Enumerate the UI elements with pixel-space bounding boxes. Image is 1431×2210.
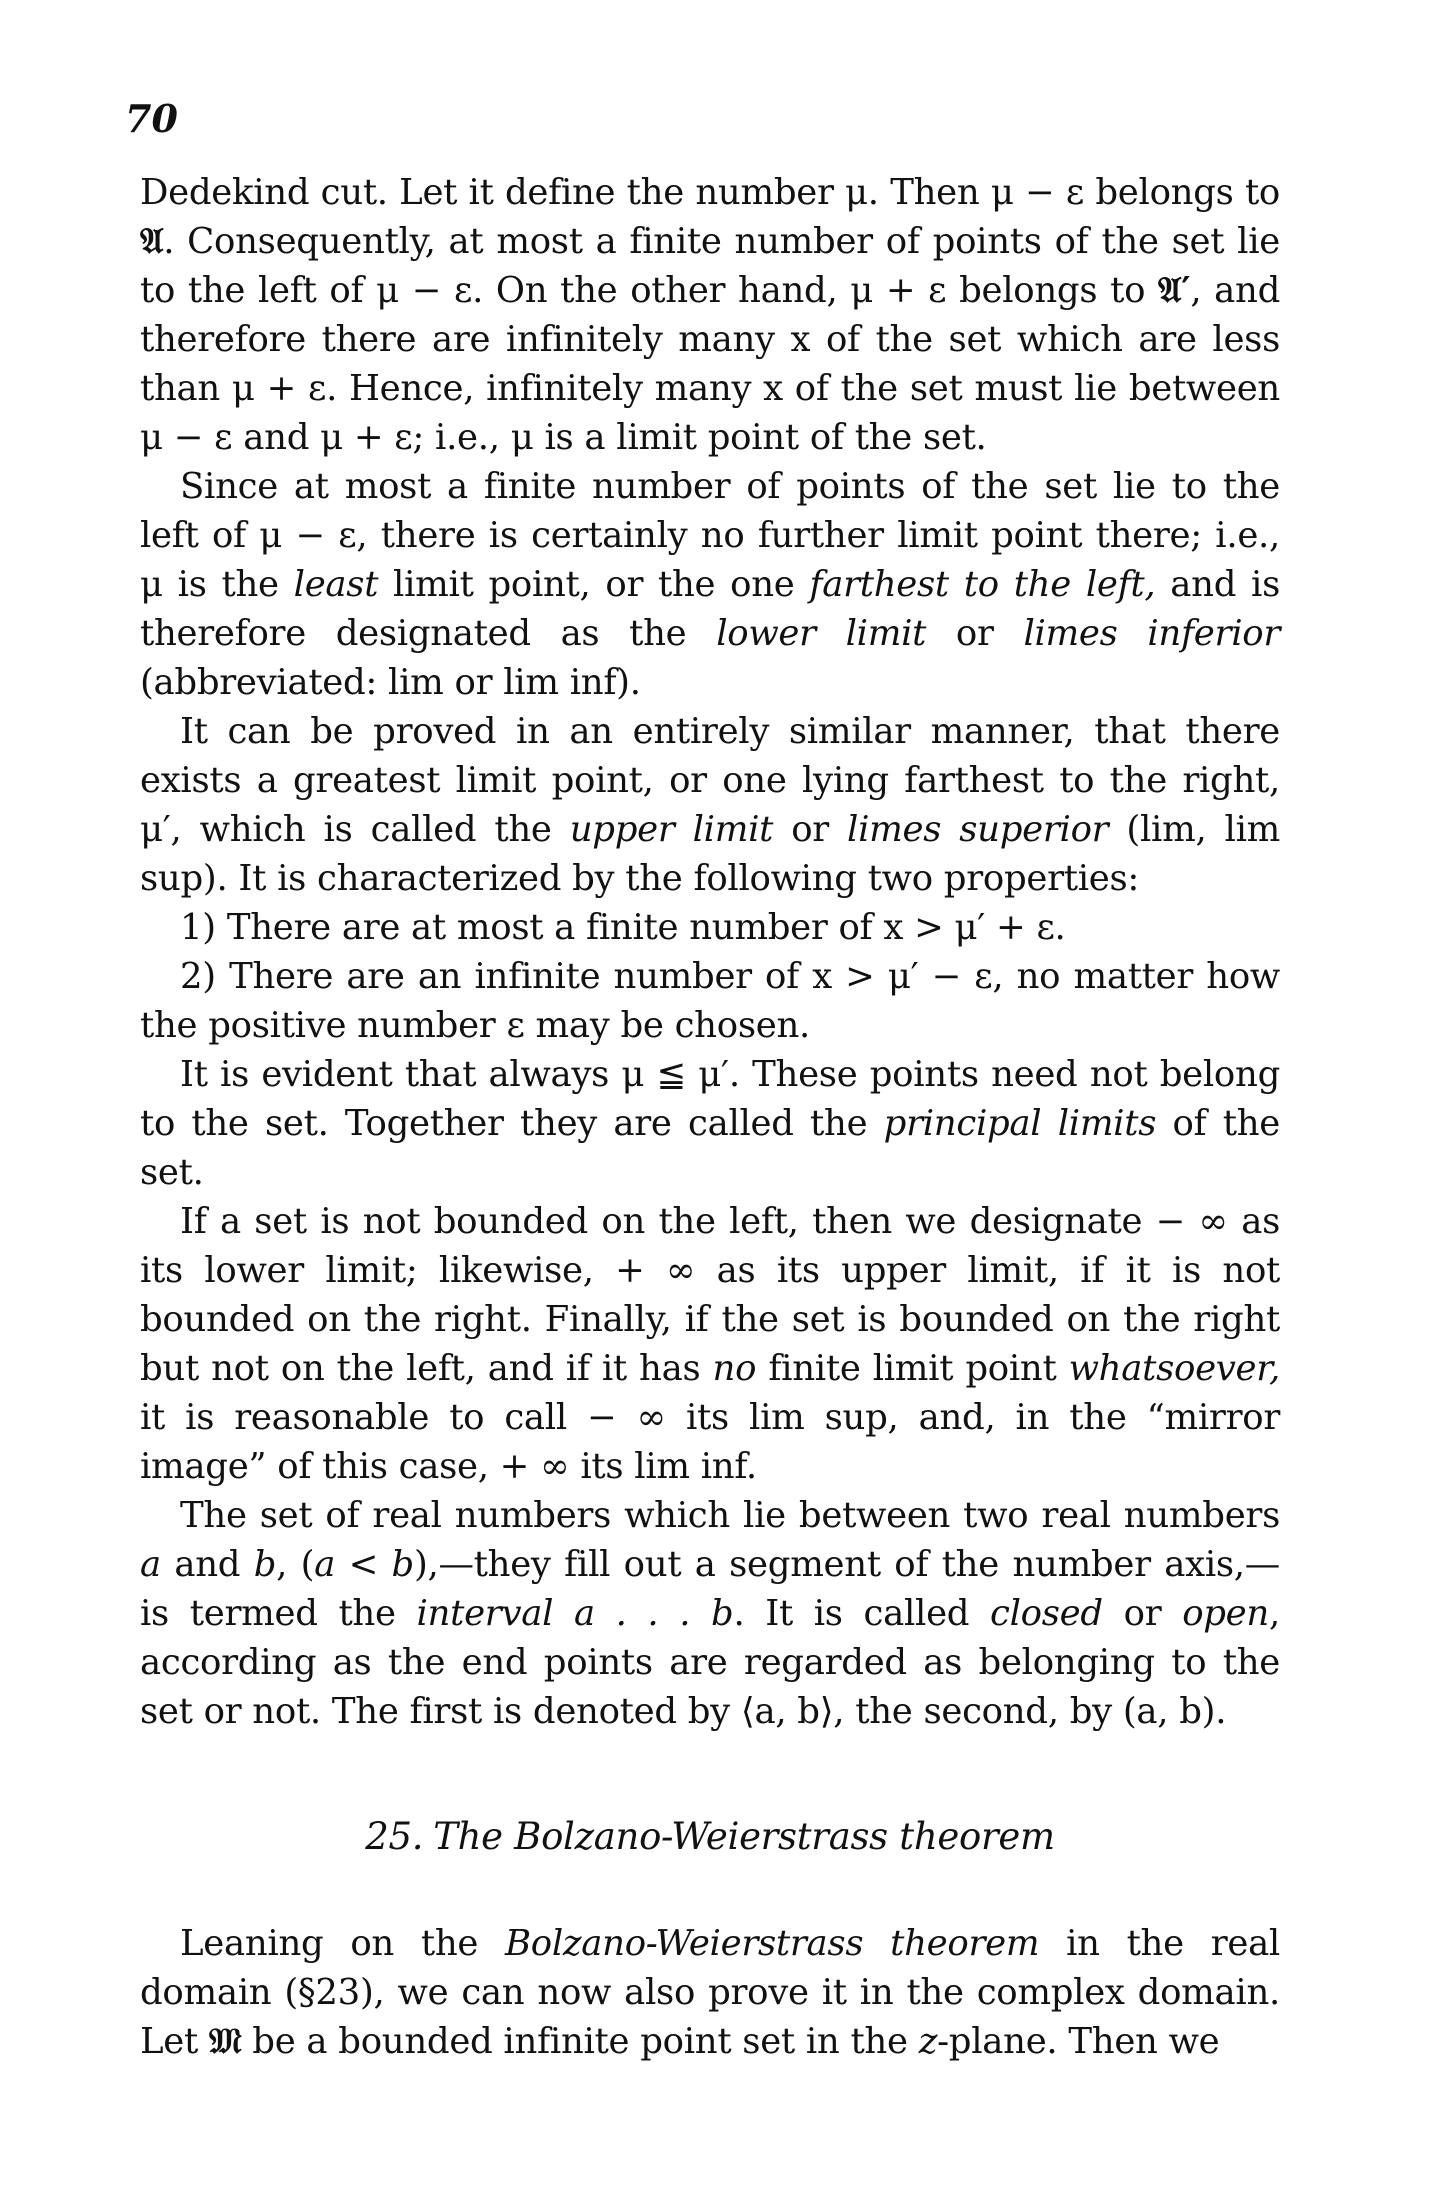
section-number: 25. xyxy=(365,1815,424,1858)
paragraph-lower-limit: Since at most a finite number of points of the set lie to the left of μ − ε, there is certainly no further limit point there; i.e., μ is the least limit point, or the one farthest to the left, and is therefore designated as the lower limit or limes inferior (abbreviated: lim or lim inf). xyxy=(140,466,1280,703)
paragraph-unbounded: If a set is not bounded on the left, then we designate − ∞ as its lower limit; likewise, + ∞ as its upper limit, if it is not bounded on the right. Finally, if the set is bounded on the right but not on the left, and if it has no finite limit point whatsoever, it is reasonable to call − ∞ its lim sup, and, in the “mirror image” of this case, + ∞ its lim inf. xyxy=(140,1201,1280,1487)
section-title: The Bolzano-Weierstrass theorem xyxy=(433,1815,1055,1858)
paragraph-dedekind-cut: Dedekind cut. Let it define the number μ. Then μ − ε belongs to 𝔄. Consequently, at most a finite number of points of the set lie to the left of μ − ε. On the other hand, μ + ε belongs to 𝔄′, and therefore there are infinitely many x of the set which are less than μ + ε. Hence, infinitely many x of the set must lie between μ − ε and μ + ε; i.e., μ is a limit point of the set. xyxy=(140,172,1280,458)
paragraph-principal-limits: It is evident that always μ ≦ μ′. These points need not belong to the set. Together they are called the principal limits of the set. xyxy=(140,1054,1280,1193)
property-1: 1) There are at most a finite number of x > μ′ + ε. xyxy=(180,907,1066,948)
body-text xyxy=(140,168,1280,2066)
section-heading xyxy=(140,1812,1280,1861)
paragraph-interval: The set of real numbers which lie between two real numbers a and b, (a < b),—they fill out a segment of the number axis,— is termed the interval a . . . b. It is called closed or open, according as the end points are regarded as belonging to the set or not. The first is denoted by ⟨a, b⟩, the second, by (a, b). xyxy=(140,1495,1280,1732)
page-number: 70 xyxy=(125,96,178,141)
property-2: 2) There are an infinite number of x > μ′ − ε, no matter how the positive number ε may be chosen. xyxy=(140,956,1280,1046)
paragraph-upper-limit: It can be proved in an entirely similar manner, that there exists a greatest limit point, or one lying farthest to the right, μ′, which is called the upper limit or limes superior (lim, lim sup). It is characterized by the following two properties: xyxy=(140,711,1280,899)
paragraph-bolzano: Leaning on the Bolzano-Weierstrass theorem in the real domain (§23), we can now also prove it in the complex domain. Let 𝔐 be a bounded infinite point set in the z-plane. Then we xyxy=(140,1923,1280,2062)
